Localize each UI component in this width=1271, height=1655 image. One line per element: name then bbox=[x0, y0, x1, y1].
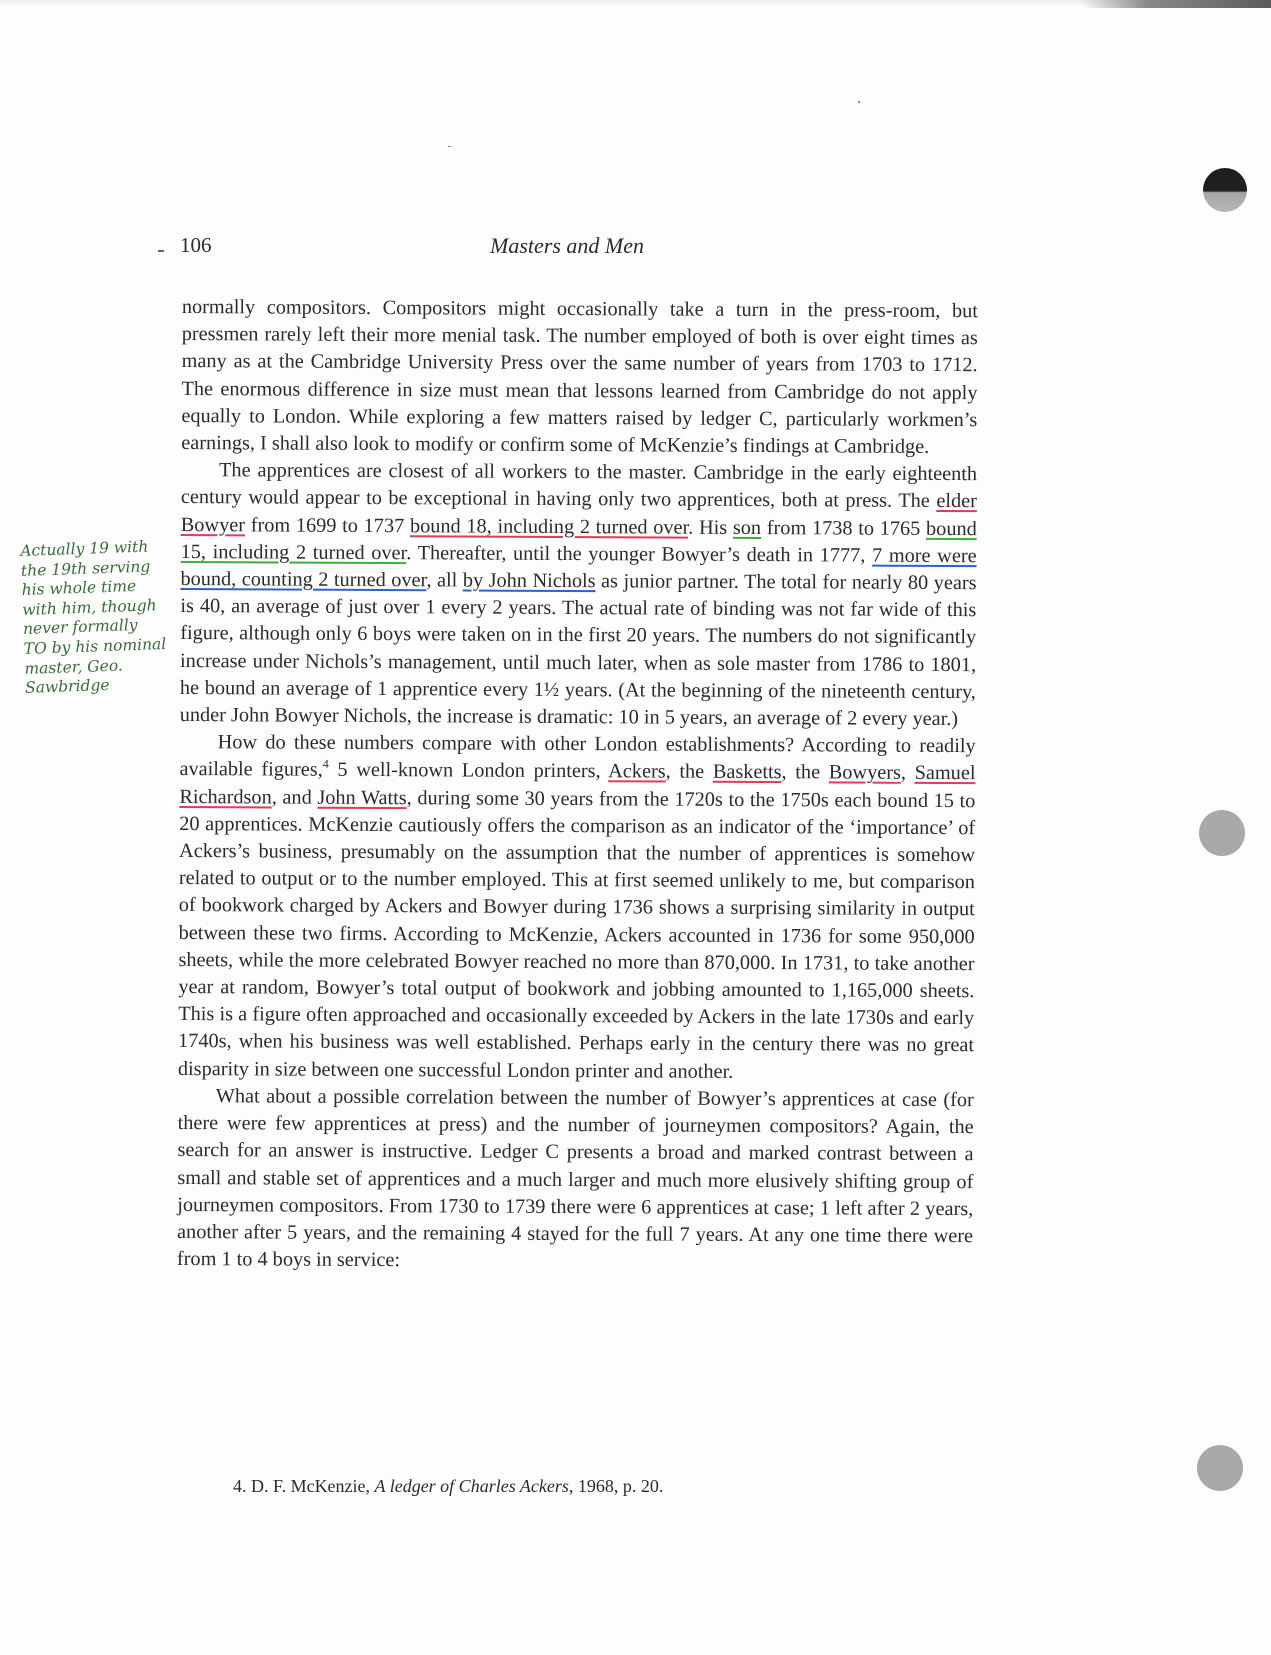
text-segment: 5 well-known London printers, bbox=[328, 759, 609, 783]
note-line: the 19th serving bbox=[20, 557, 151, 580]
punch-hole-top bbox=[1203, 168, 1247, 212]
underlined-bound-18: bound 18, including 2 turned over bbox=[409, 514, 689, 539]
body-text bbox=[177, 294, 978, 1277]
paragraph-1: normally compositors. Compositors might occasionally take a turn in the press-room, but pressmen rarely left their more menial task. The number employed of both is over eight times as many as at the Cambridge University Press over the same number of years from 1703 to 1712. The enormous difference in size must mean that lessons learned from Cambridge do not apply equally to London. While exploring a few matters raised by ledger C, particularly workmen’s earnings, I shall also look to modify or confirm some of McKenzie’s findings at Cambridge. bbox=[181, 295, 978, 458]
punch-hole-middle bbox=[1199, 810, 1245, 856]
underlined-samuel-richardson: Samuel Richardson bbox=[179, 762, 976, 809]
text-segment: from 1699 to 1737 bbox=[244, 513, 411, 537]
note-line: TO by his nominal bbox=[23, 634, 167, 658]
text-segment: , bbox=[900, 762, 915, 785]
running-head: Masters and Men bbox=[490, 233, 644, 258]
scan-speck bbox=[858, 101, 860, 103]
paragraph-4: What about a possible correlation between the number of Bowyer’s apprentices at case (for there were few apprentices at press) and the number of journeymen compositors? Again, the search for an answer is instructive. Ledger C presents a broad and marked contrast between a small and stable set of apprentices and a much larger and much more elusively shifting group of journeymen compositors. From 1730 to 1739 there were 6 apprentices at case; 1 left after 2 years, another after 5 years, and the remaining 4 stayed for the full 7 years. At any one time there were from 1 to 4 boys in service: bbox=[176, 1085, 974, 1272]
scan-smudge bbox=[1081, 0, 1271, 8]
note-line: Actually 19 with bbox=[20, 537, 149, 560]
text-segment: . His bbox=[688, 516, 733, 539]
paragraph-2 bbox=[180, 457, 977, 733]
text-segment: , and bbox=[271, 786, 318, 809]
footnote-ref: 4 bbox=[322, 757, 329, 772]
underlined-bound-15: bound 15, including 2 turned over bbox=[180, 517, 977, 565]
paragraph-3 bbox=[178, 729, 976, 1087]
footnote-rest: , 1968, p. 20. bbox=[568, 1476, 664, 1496]
footnote bbox=[233, 1476, 663, 1497]
margin-tick bbox=[158, 250, 164, 252]
text-segment: , during some 30 years from the 1720s to the 1750s each bound 15 to 20 apprentices. McKenzie cautiously offers the comparison as an indicator of the ‘importance’ of Ackers’s business, presumably on the assumption that the number of apprentices is somehow related to output or to the number employed. This at first seemed unlikely to me, but comparison of bookwork charged by Ackers and Bowyer during 1736 shows a surprising similarity in output between these two firms. According to McKenzie, Ackers accounted in 1736 for some 950,000 sheets, while the more celebrated Bowyer reached no more than 870,000. In 1731, to take another year at random, Bowyer’s total output of bookwork and jobbing amounted to 1,165,000 sheets. This is a figure often approached and occasionally exceeded by Ackers in the late 1730s and early 1740s, when his business was well established. Perhaps early in the century there was no great disparity in size between one successful London printer and another. bbox=[177, 786, 976, 1083]
text-segment: The apprentices are closest of all workers to the master. Cambridge in the early eighteenth century would appear to be exceptional in having only two apprentices, both at press. The bbox=[180, 459, 978, 513]
text-segment: . Thereafter, until the younger Bowyer’s death in 1777, bbox=[406, 542, 873, 567]
underlined-elder-bowyer: elder Bowyer bbox=[180, 490, 977, 536]
note-line: never formally bbox=[22, 616, 138, 639]
underlined-7-more-bound: 7 more were bound, counting 2 turned over bbox=[180, 544, 977, 592]
text-segment: as junior partner. The total for nearly 80 years is 40, an average of just over 1 every 2 years. The actual rate of binding was not far wide of this figure, although only 6 boys were taken on in the first 20 years. The numbers do not significantly increase under Nichols’s management, until much later, when as sole master from 1786 to 1801, he bound an average of 1 apprentice every 1½ years. (At the beginning of the nineteenth century, under John Bowyer Nichols, the increase is dramatic: 10 in 5 years, an average of 2 every year.) bbox=[179, 570, 977, 731]
underlined-basketts: Basketts bbox=[712, 761, 782, 784]
underlined-bowyers: Bowyers bbox=[828, 761, 901, 785]
note-line: his whole time bbox=[21, 577, 137, 600]
note-line: Sawbridge bbox=[24, 676, 110, 698]
text-segment: , the bbox=[665, 760, 713, 784]
handwritten-margin-note bbox=[20, 536, 195, 699]
punch-hole-bottom bbox=[1197, 1445, 1243, 1491]
page-number: 106 bbox=[180, 233, 212, 257]
note-line: with him, though bbox=[22, 596, 157, 619]
underlined-son: son bbox=[732, 516, 762, 539]
footnote-title: A ledger of Charles Ackers bbox=[374, 1476, 569, 1496]
text-segment: , the bbox=[781, 761, 829, 784]
underlined-john-watts: John Watts bbox=[317, 786, 407, 809]
underlined-ackers: Ackers bbox=[608, 760, 666, 783]
underlined-john-nichols: by John Nichols bbox=[462, 569, 596, 593]
text-segment: from 1738 to 1765 bbox=[761, 516, 927, 540]
text-segment: How do these numbers compare with other London establishments? According to readily available figures, bbox=[179, 731, 976, 782]
footnote-author: D. F. McKenzie, bbox=[251, 1476, 371, 1496]
text-segment: , all bbox=[426, 569, 463, 592]
scan-speck bbox=[448, 146, 451, 147]
footnote-number: 4. bbox=[233, 1476, 247, 1496]
note-line: master, Geo. bbox=[24, 656, 124, 678]
